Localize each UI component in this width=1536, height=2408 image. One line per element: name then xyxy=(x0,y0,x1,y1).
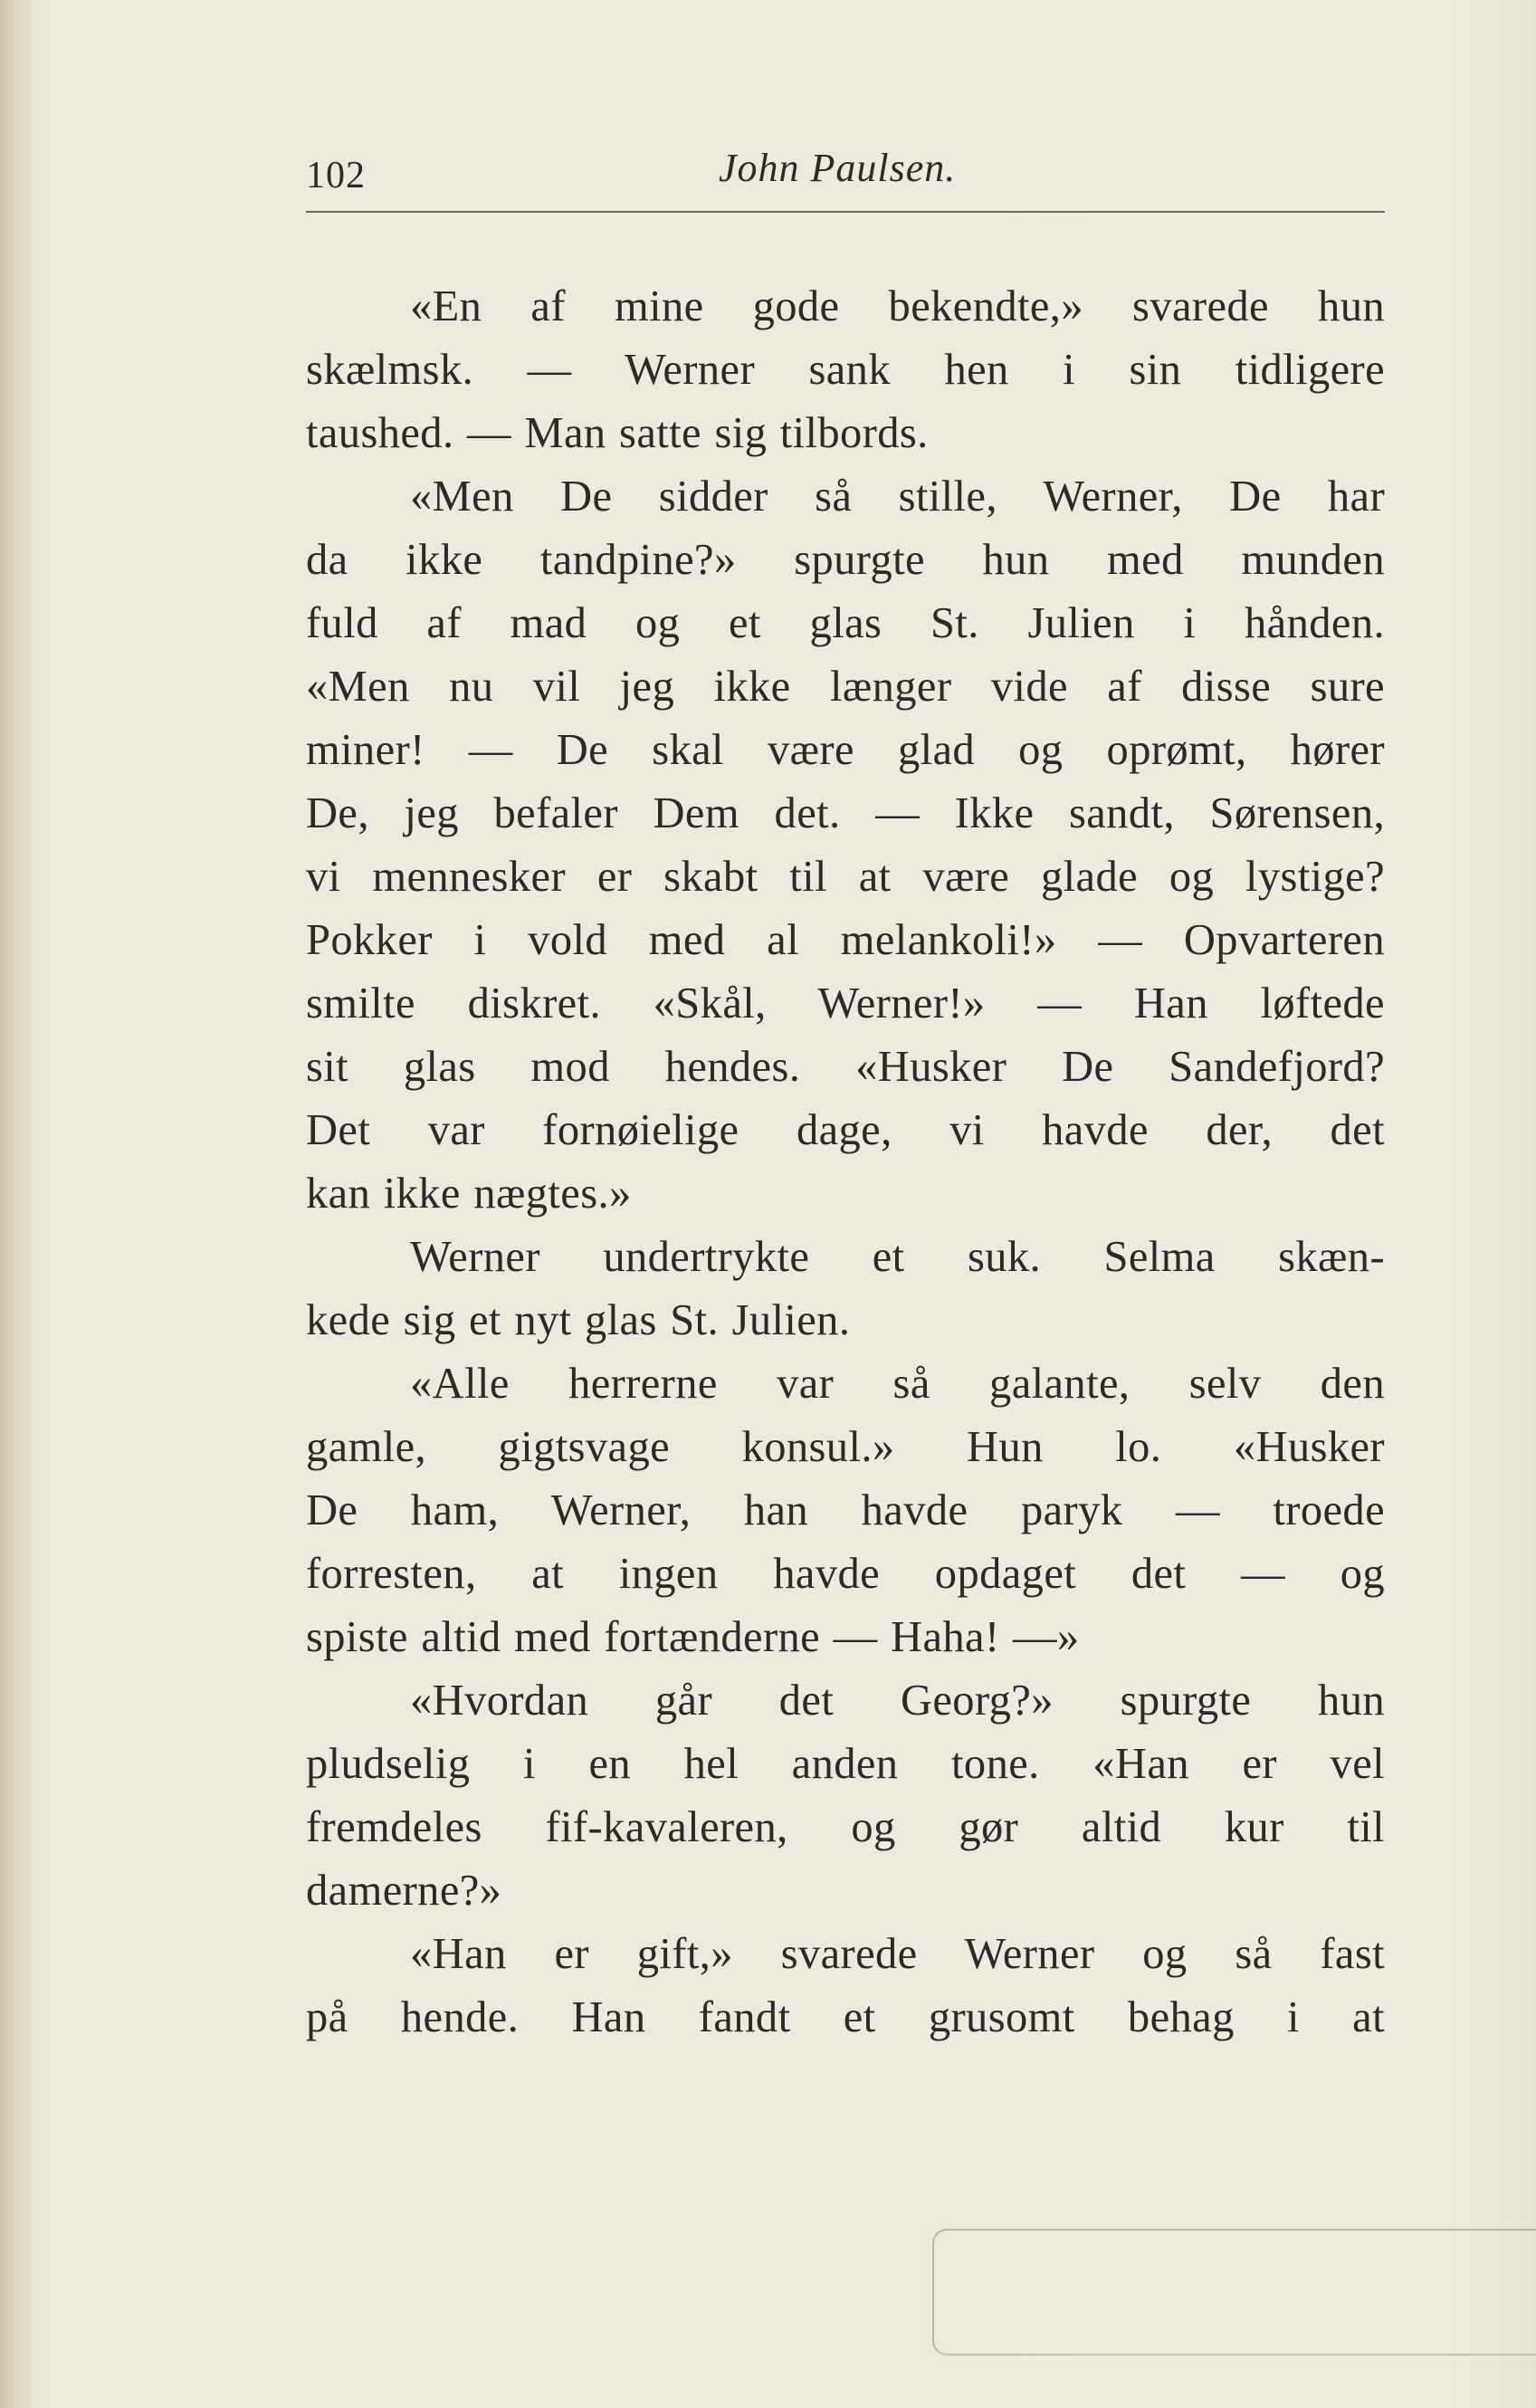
text-line: De, jeg befaler Dem det. — Ikke sandt, Sørensen, xyxy=(306,789,1385,837)
text-line: «En af mine gode bekendte,» svarede hun xyxy=(410,282,1385,330)
text-line: Det var fornøielige dage, vi havde der, det xyxy=(306,1106,1385,1154)
body-text xyxy=(306,275,1385,2050)
text-line: spiste altid med fortænderne — Haha! —» xyxy=(306,1613,1080,1661)
text-line: «Men De sidder så stille, Werner, De har xyxy=(410,473,1385,521)
text-line: miner! — De skal være glad og oprømt, hører xyxy=(306,726,1385,774)
text-line: Werner undertrykte et suk. Selma skæn- xyxy=(410,1233,1385,1281)
text-line: smilte diskret. «Skål, Werner!» — Han løftede xyxy=(306,979,1385,1027)
text-line: fuld af mad og et glas St. Julien i hånden. xyxy=(306,599,1385,647)
text-line: på hende. Han fandt et grusomt behag i at xyxy=(306,1993,1385,2041)
text-line: «Hvordan går det Georg?» spurgte hun xyxy=(410,1677,1385,1725)
page-header xyxy=(306,143,1385,215)
text-line: forresten, at ingen havde opdaget det — og xyxy=(306,1550,1385,1598)
text-line: skælmsk. — Werner sank hen i sin tidligere xyxy=(306,346,1385,394)
library-stamp-outline xyxy=(932,2229,1536,2355)
text-line: damerne?» xyxy=(306,1867,502,1915)
running-title: John Paulsen. xyxy=(719,146,957,190)
page-binding-edge xyxy=(0,0,31,2408)
text-line: taushed. — Man satte sig tilbords. xyxy=(306,409,929,457)
text-line: vi mennesker er skabt til at være glade og lystige? xyxy=(306,853,1385,901)
text-line: gamle, gigtsvage konsul.» Hun lo. «Husker xyxy=(306,1423,1385,1471)
page-number: 102 xyxy=(306,155,366,196)
header-rule xyxy=(306,211,1385,213)
text-line: «Han er gift,» svarede Werner og så fast xyxy=(410,1930,1385,1978)
text-line: kan ikke nægtes.» xyxy=(306,1170,632,1218)
text-line: Pokker i vold med al melankoli!» — Opvarteren xyxy=(306,916,1385,964)
text-line: kede sig et nyt glas St. Julien. xyxy=(306,1296,851,1344)
text-line: fremdeles fif-kavaleren, og gør altid kur til xyxy=(306,1803,1385,1851)
text-line: pludselig i en hel anden tone. «Han er vel xyxy=(306,1740,1385,1788)
text-line: da ikke tandpine?» spurgte hun med munden xyxy=(306,536,1385,584)
text-line: «Alle herrerne var så galante, selv den xyxy=(410,1360,1385,1408)
text-line: De ham, Werner, han havde paryk — troede xyxy=(306,1486,1385,1534)
text-line: «Men nu vil jeg ikke længer vide af disse sure xyxy=(306,663,1385,711)
text-line: sit glas mod hendes. «Husker De Sandefjord? xyxy=(306,1043,1385,1091)
